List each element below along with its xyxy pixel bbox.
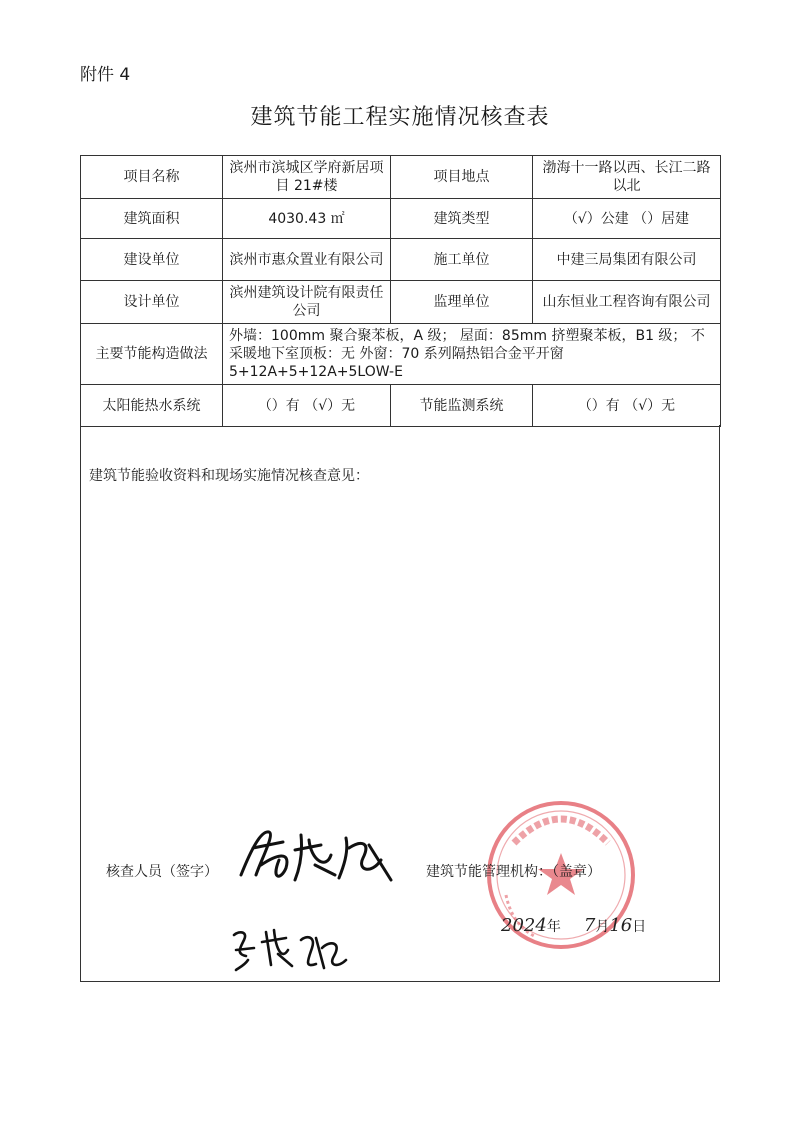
- date-year: 2024: [501, 915, 547, 936]
- type-value: （√）公建 （）居建: [533, 199, 721, 239]
- supervisor-label: 监理单位: [391, 281, 533, 324]
- page-title: 建筑节能工程实施情况核查表: [250, 105, 550, 130]
- monitor-label: 节能监测系统: [391, 385, 533, 427]
- checker-signature-2: [226, 920, 356, 975]
- opinion-label: 建筑节能验收资料和现场实施情况核查意见：: [89, 468, 369, 484]
- table-row: [81, 281, 721, 324]
- methods-value: 外墙：100mm 聚合聚苯板，A 级； 屋面：85mm 挤塑聚苯板，B1 级； 不采暖地下室顶板：无 外窗：70 系列隔热铝合金平开窗 5+12A+5+12A+5LOW-E: [223, 324, 721, 385]
- type-label: 建筑类型: [391, 199, 533, 239]
- builder-label: 建设单位: [81, 239, 223, 281]
- agency-label: 建筑节能管理机构：（盖章）: [426, 864, 601, 880]
- table-row: [81, 239, 721, 281]
- table-row: [81, 385, 721, 427]
- project-location-label: 项目地点: [391, 156, 533, 199]
- info-table: [80, 155, 721, 427]
- builder-value: 滨州市惠众置业有限公司: [223, 239, 391, 281]
- date-month: 7: [583, 915, 596, 936]
- date-year-suffix: 年: [546, 919, 561, 935]
- solar-value: （）有 （√）无: [223, 385, 391, 427]
- area-label: 建筑面积: [81, 199, 223, 239]
- constructor-label: 施工单位: [391, 239, 533, 281]
- constructor-value: 中建三局集团有限公司: [533, 239, 721, 281]
- date: [501, 915, 646, 936]
- checker-label: 核查人员（签字）: [106, 864, 218, 880]
- project-name-label: 项目名称: [81, 156, 223, 199]
- date-day: 16: [609, 915, 633, 936]
- table-row: [81, 156, 721, 199]
- designer-value: 滨州建筑设计院有限责任公司: [223, 281, 391, 324]
- table-row: [81, 324, 721, 385]
- attachment-label: 附件 4: [80, 65, 131, 85]
- table-row: [81, 199, 721, 239]
- date-month-suffix: 月: [595, 919, 610, 935]
- solar-label: 太阳能热水系统: [81, 385, 223, 427]
- project-name-value: 滨州市滨城区学府新居项目 21#楼: [223, 156, 391, 199]
- supervisor-value: 山东恒业工程咨询有限公司: [533, 281, 721, 324]
- date-day-suffix: 日: [632, 919, 647, 935]
- designer-label: 设计单位: [81, 281, 223, 324]
- methods-label: 主要节能构造做法: [81, 324, 223, 385]
- checker-signature-1: [231, 820, 411, 890]
- opinion-box: [80, 425, 720, 982]
- monitor-value: （）有 （√）无: [533, 385, 721, 427]
- area-value: 4030.43 ㎡: [223, 199, 391, 239]
- project-location-value: 渤海十一路以西、长江二路以北: [533, 156, 721, 199]
